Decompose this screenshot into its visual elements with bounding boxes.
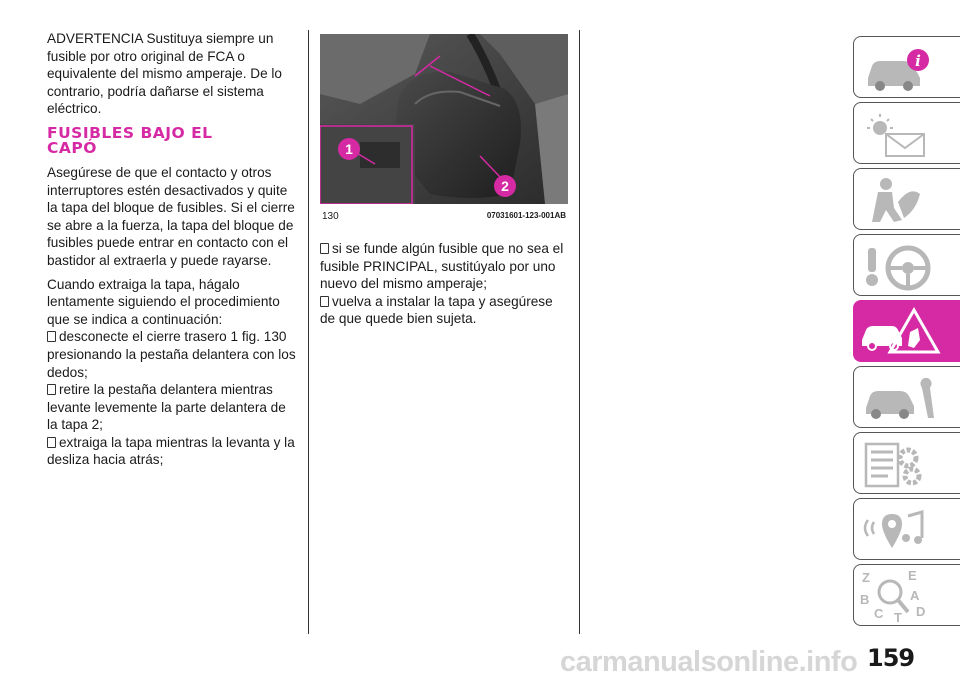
svg-text:B: B	[860, 592, 870, 607]
callout-2: 2	[501, 178, 509, 194]
tab-warning-lights[interactable]	[853, 102, 960, 164]
svg-text:E: E	[908, 568, 917, 583]
technical-data-icon	[858, 436, 958, 492]
list-item: extraiga la tapa mientras la levanta y la desliza hacia atrás;	[47, 434, 295, 468]
bullet-icon	[320, 243, 329, 254]
fuse-box-photo	[320, 34, 568, 204]
car-info-icon	[858, 40, 958, 96]
paragraph-2: Cuando extraiga la tapa, hágalo lentamente siguiendo el procedimiento que se indica a continuación:	[47, 276, 280, 327]
tab-safety[interactable]	[853, 168, 960, 230]
safety-icon	[858, 172, 958, 228]
car-maintenance-icon	[858, 370, 958, 426]
bullet-icon	[320, 296, 329, 307]
svg-text:A: A	[910, 588, 920, 603]
page-number: 159	[867, 644, 915, 672]
warning-lights-icon	[858, 106, 958, 162]
callout-1: 1	[345, 141, 353, 157]
steering-wheel-icon	[858, 238, 958, 294]
tab-index[interactable]	[853, 564, 960, 626]
tab-technical-data[interactable]	[853, 432, 960, 494]
svg-text:i: i	[915, 52, 921, 70]
engine-bay-illustration	[320, 34, 568, 204]
emergency-icon	[858, 304, 958, 360]
svg-text:Z: Z	[862, 570, 870, 585]
warning-text: ADVERTENCIA Sustituya siempre un fusible por otro original de FCA o equivalente del mismo amperaje. De lo contrario, podría dañarse el sistema eléctrico.	[47, 31, 282, 117]
tab-emergency[interactable]	[853, 300, 960, 362]
list-item: desconecte el cierre trasero 1 fig. 130 presionando la pestaña delantera con los dedos;	[47, 329, 296, 380]
paragraph-1: Asegúrese de que el contacto y otros interruptores estén desactivados y quite la tapa del bloque de fusibles. Si el cierre se abre a la fuerza, la tapa del bloque de fusibles puede entrar en contacto con el bastidor al extraerla y puede rayarse.	[47, 164, 295, 268]
list-item: si se funde algún fusible que no sea el fusible PRINCIPAL, sustitúyalo por uno nuevo del mismo amperaje;	[320, 241, 564, 292]
tab-multimedia[interactable]	[853, 498, 960, 560]
svg-text:T: T	[894, 610, 902, 624]
column-divider	[579, 30, 580, 634]
svg-text:D: D	[916, 604, 926, 619]
tab-steering[interactable]	[853, 234, 960, 296]
bullet-icon	[47, 437, 56, 448]
tab-maintenance[interactable]	[853, 366, 960, 428]
section-heading	[47, 123, 299, 157]
heading-line-1: FUSIBLES BAJO EL	[47, 123, 213, 142]
bullet-icon	[47, 331, 56, 342]
bullet-icon	[47, 384, 56, 395]
heading-line-2: CAPÓ	[47, 138, 97, 157]
svg-text:C: C	[874, 606, 884, 621]
list-item: retire la pestaña delantera mientras levante levemente la parte delantera de la tapa 2;	[47, 382, 286, 433]
index-icon	[858, 568, 958, 624]
tab-car-info[interactable]	[853, 36, 960, 98]
watermark: carmanualsonline.info	[560, 646, 858, 678]
left-column	[47, 30, 299, 469]
figure-number: 130	[322, 211, 339, 222]
column-divider	[308, 30, 309, 634]
right-column	[320, 240, 570, 328]
figure-code: 07031601-123-001AB	[486, 211, 566, 220]
multimedia-icon	[858, 502, 958, 558]
list-item: vuelva a instalar la tapa y asegúrese de que quede bien sujeta.	[320, 293, 553, 327]
